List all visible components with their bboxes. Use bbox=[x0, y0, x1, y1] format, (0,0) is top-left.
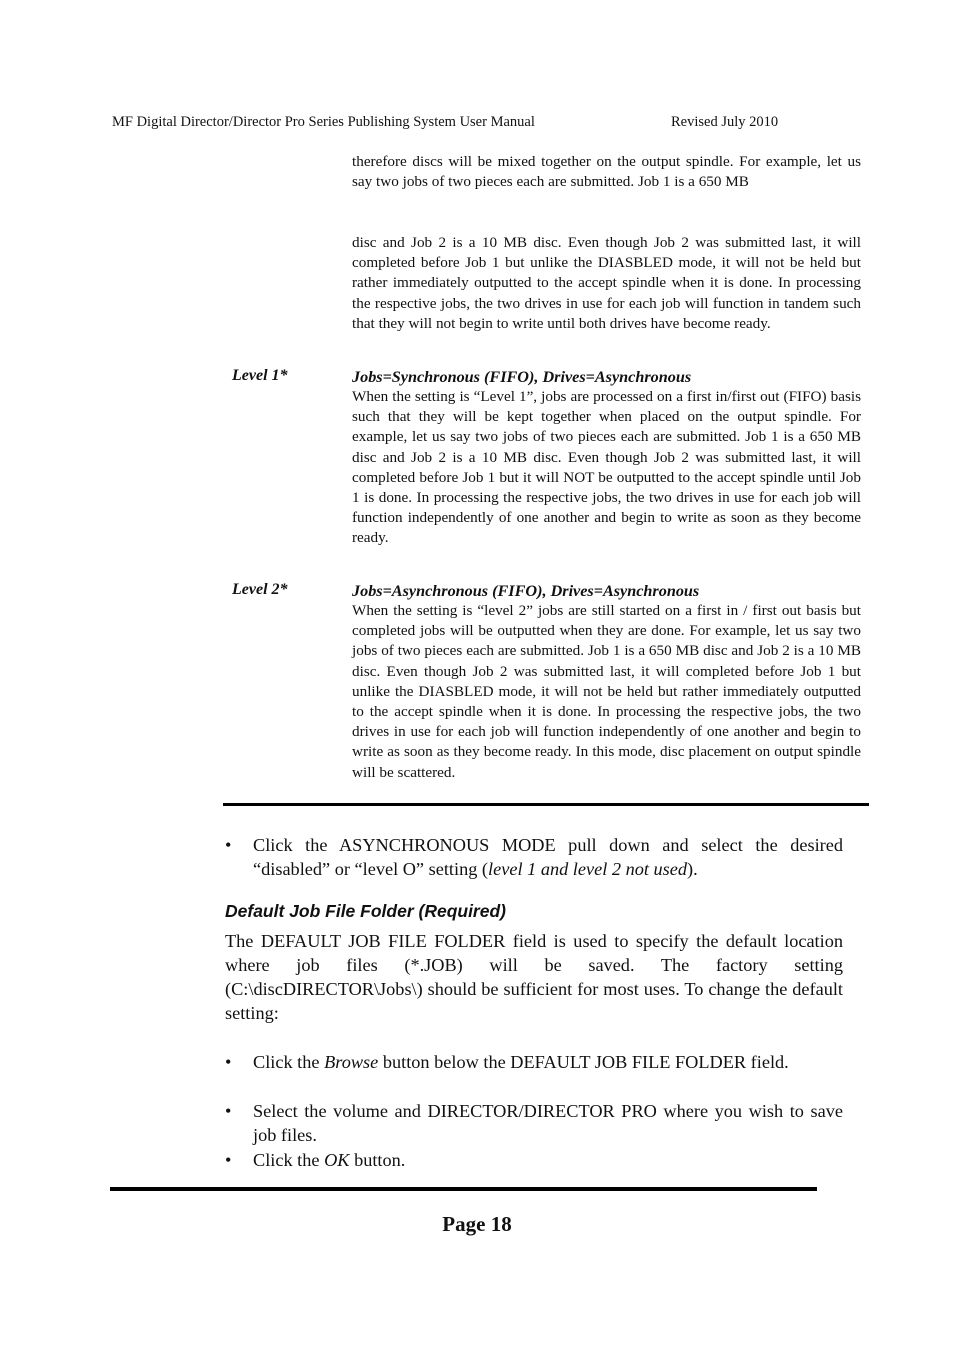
header-revision-date: Revised July 2010 bbox=[671, 114, 779, 130]
continued-paragraph-1: therefore discs will be mixed together on the output spindle. For example, let us say two jobs of two pieces each are submitted. Job 1 is a 650 MB bbox=[352, 153, 861, 191]
list-item-async-mode: • Click the ASYNCHRONOUS MODE pull down and select the desired “disabled” or “level O” setting (level 1 and level 2 not used). bbox=[225, 835, 843, 879]
bullet-icon: • bbox=[225, 1101, 232, 1121]
level-2-label: Level 2* bbox=[232, 581, 288, 598]
bullet-icon: • bbox=[225, 1150, 232, 1170]
bullet-icon: • bbox=[225, 835, 232, 855]
page-number: Page 18 bbox=[442, 1212, 512, 1236]
level-1-description bbox=[352, 367, 861, 549]
footer-rule bbox=[110, 1187, 817, 1191]
list-item-step-2: • Select the volume and DIRECTOR/DIRECTOR PRO where you wish to save job files. bbox=[225, 1101, 843, 1145]
level-1-title: Jobs=Synchronous (FIFO), Drives=Asynchronous bbox=[352, 368, 692, 386]
level-2-description bbox=[352, 581, 861, 783]
continued-paragraph-2: disc and Job 2 is a 10 MB disc. Even though Job 2 was submitted last, it will completed before Job 1 but unlike the DIASBLED mode, it will not be held but rather immediately outputted to the accept spindle when it is done. In processing the respective jobs, the two drives in use for each job will function in tandem such that they will not begin to write until both drives have become ready. bbox=[352, 234, 861, 332]
level-2-text: When the setting is “level 2” jobs are still started on a first in / first out basis but completed jobs will be outputted when they are done. For example, let us say two jobs of two pieces each are submitted. Job 1 is a 650 MB disc and Job 2 is a 10 MB disc. Even though Job 2 was submitted last, it will completed before Job 1 but unlike the DIASBLED mode, it will not be held but rather immediately outputted to the accept spindle when it is done. In processing the respective jobs, the two drives in use for each job will function independently of one another and begin to write as soon as they become ready. In this mode, disc placement on output spindle will be scattered. bbox=[352, 602, 861, 781]
level-2-title: Jobs=Asynchronous (FIFO), Drives=Asynchronous bbox=[352, 582, 700, 600]
list-item-step-3: • Click the OK button. bbox=[225, 1150, 406, 1170]
bullet-icon: • bbox=[225, 1052, 232, 1072]
level-1-label: Level 1* bbox=[232, 367, 288, 384]
level-1-text: When the setting is “Level 1”, jobs are processed on a first in/first out (FIFO) basis such that they will be kept together when placed on the output spindle. For example, let us say two jobs of two pieces each are submitted. Job 1 is a 650 MB disc and Job 2 is a 10 MB disc. Even though Job 2 was submitted last, it will completed before Job 1 but it will NOT be outputted to the accept spindle until Job 1 is done. In processing the respective jobs, the two drives in use for each job will function independently of one another and begin to write as soon as they become ready. bbox=[352, 388, 861, 547]
section-paragraph: The DEFAULT JOB FILE FOLDER field is used to specify the default location where job files (*.JOB) will be saved. The factory setting (C:\discDIRECTOR\Jobs\) should be sufficient for most uses. To change the default setting: bbox=[225, 931, 843, 1023]
header-title: MF Digital Director/Director Pro Series Publishing System User Manual bbox=[112, 114, 535, 130]
list-item-step-1: • Click the Browse button below the DEFAULT JOB FILE FOLDER field. bbox=[225, 1052, 789, 1072]
table-bottom-rule bbox=[223, 803, 869, 806]
section-heading: Default Job File Folder (Required) bbox=[225, 901, 506, 921]
